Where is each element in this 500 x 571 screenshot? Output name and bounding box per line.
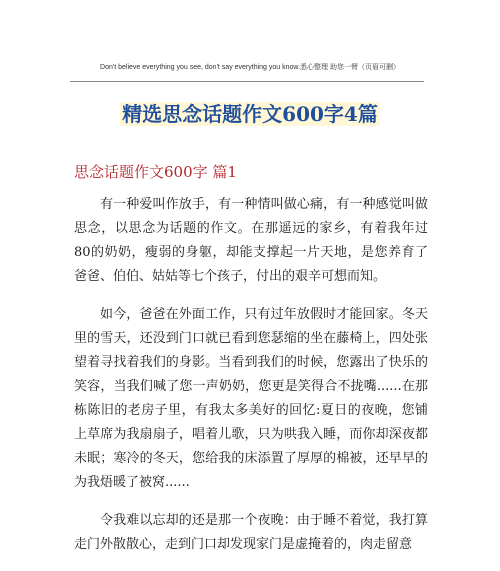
paragraph-1: 有一种爱叫作放手，有一种情叫做心痛，有一种感觉叫做思念，以思念为话题的作文。在那遥远的家乡，有着我年过80的奶奶，瘦弱的身躯，却能支撑起一片天地，是您养育了爸爸、伯伯、姑姑等七个孩子，付出的艰辛可想而知。 — [74, 197, 428, 284]
page-header-text: Don't believe everything you see, don't say everything you know.悉心整理 助您一臂（页眉可删） — [100, 64, 400, 71]
document-title-text: 精选思念话题作文600字4篇 — [122, 102, 378, 126]
document-title — [0, 100, 500, 128]
article-body — [74, 193, 428, 571]
header-divider — [70, 81, 424, 82]
paragraph-3: 令我难以忘却的还是那一个夜晚：由于睡不着觉，我打算走门外散散心，走到门口却发现家门是虚掩着的，肉走留意 — [74, 513, 428, 552]
section-title: 思念话题作文600字 篇1 — [74, 163, 237, 181]
paragraph-2: 如今，爸爸在外面工作，只有过年放假时才能回家。冬天里的雪天，还没到门口就已看到您瑟缩的坐在藤椅上，四处张望着寻找着我们的身影。当看到我们的时候，您露出了快乐的笑容，当我们喊了您一声奶奶，您更是笑得合不拢嘴......在那栋陈旧的老房子里，有我太多美好的回忆:夏日的夜晚，您铺上草席为我扇扇子，唱着儿歌，只为哄我入睡，而你却深夜都未眠；寒冷的冬天，您给我的床添置了厚厚的棉被，还早早的为我焐暖了被窝...... — [74, 307, 428, 490]
